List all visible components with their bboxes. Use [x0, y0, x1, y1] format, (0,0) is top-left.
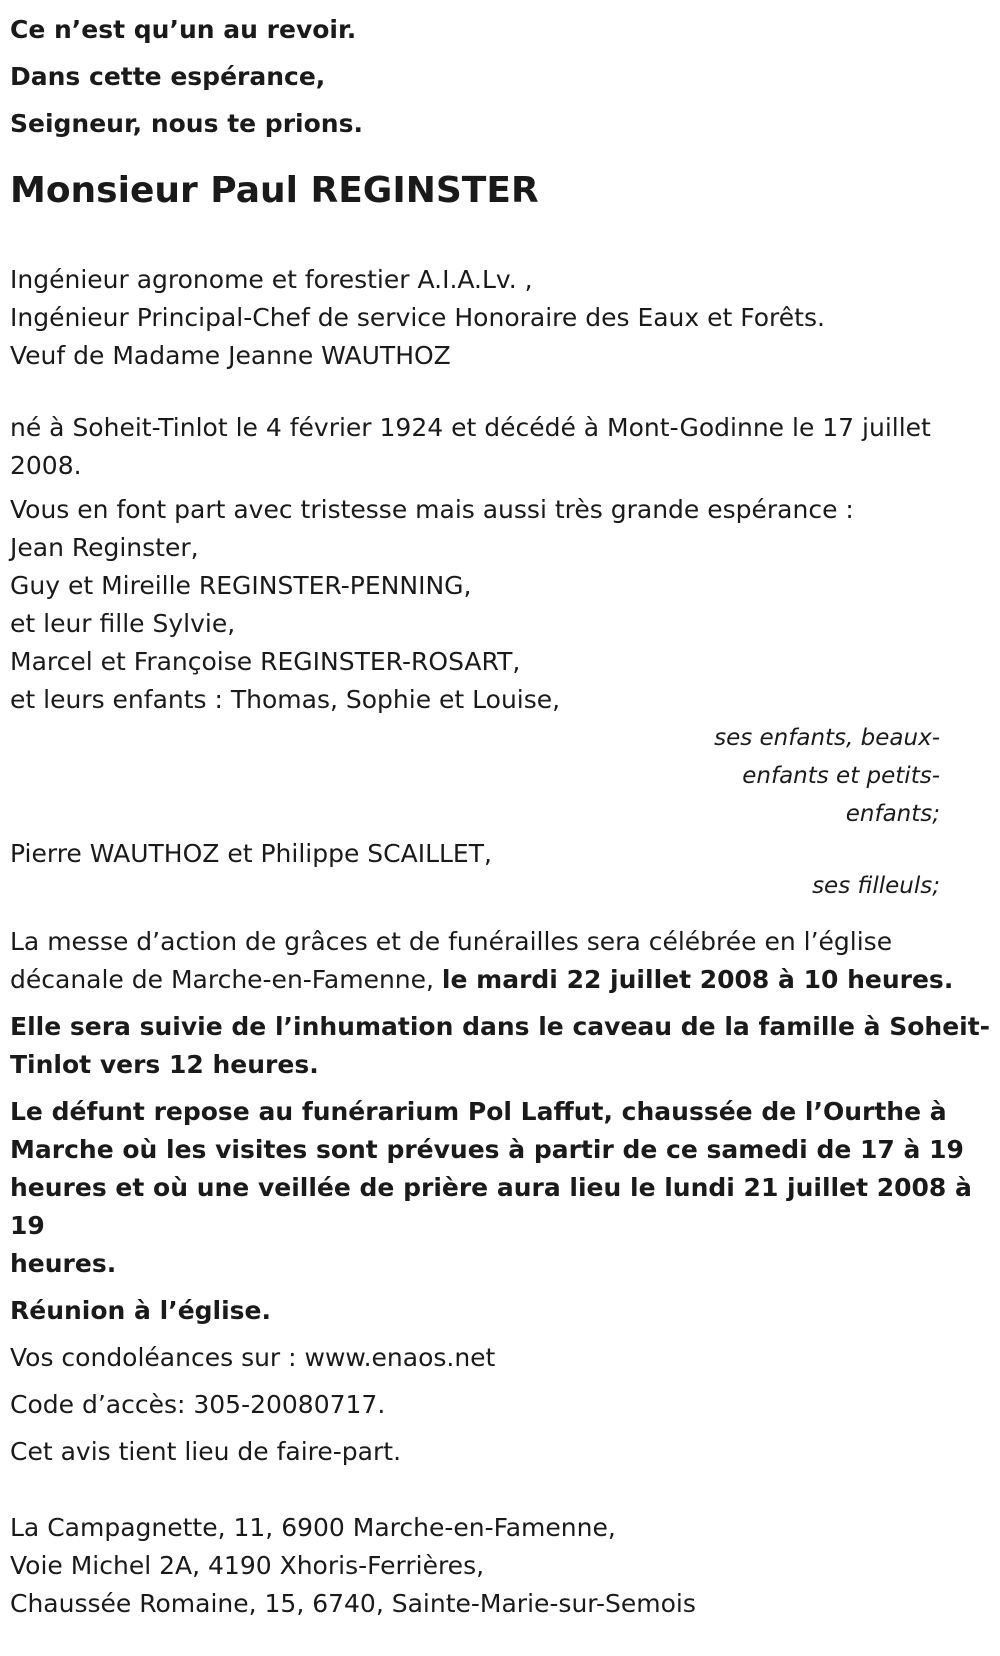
- mass-location: décanale de Marche-en-Famenne,: [10, 965, 442, 994]
- verse-line: Ce n’est qu’un au revoir.: [10, 15, 357, 44]
- birth-death-dates: [10, 409, 1000, 485]
- wake-paragraph: [10, 1093, 1000, 1283]
- family-role-note: [10, 719, 1000, 833]
- godchildren-names: Pierre WAUTHOZ et Philippe SCAILLET,: [10, 839, 492, 868]
- address-line: La Campagnette, 11, 6900 Marche-en-Famenne,: [10, 1513, 616, 1542]
- mass-line: La messe d’action de grâces et de funérailles sera célébrée en l’église: [10, 927, 893, 956]
- title-line: Veuf de Madame Jeanne WAUTHOZ: [10, 341, 451, 370]
- family-member: Marcel et Françoise REGINSTER-ROSART,: [10, 647, 521, 676]
- family-member: Guy et Mireille REGINSTER-PENNING,: [10, 571, 472, 600]
- family-role-line: ses enfants, beaux-: [714, 725, 940, 751]
- wake-line: heures.: [10, 1249, 117, 1278]
- meeting-note: Réunion à l’église.: [10, 1296, 272, 1325]
- condolences-link-text: Vos condoléances sur : www.enaos.net: [10, 1343, 496, 1372]
- mass-paragraph: [10, 923, 1000, 999]
- family-announcement: [10, 491, 1000, 719]
- funeral-details: [10, 923, 1000, 1471]
- family-addresses: [10, 1509, 1000, 1623]
- verse-line: Dans cette espérance,: [10, 62, 326, 91]
- burial-line: Tinlot vers 12 heures.: [10, 1050, 319, 1079]
- godchildren-role: ses filleuls;: [812, 873, 940, 899]
- family-member: et leur fille Sylvie,: [10, 609, 236, 638]
- wake-line: heures et où une veillée de prière aura lieu le lundi 21 juillet 2008 à 19: [10, 1173, 972, 1240]
- title-line: Ingénieur agronome et forestier A.I.A.Lv. ,: [10, 265, 533, 294]
- burial-paragraph: [10, 1008, 1000, 1084]
- deceased-name: Monsieur Paul REGINSTER: [10, 170, 539, 211]
- family-member: et leurs enfants : Thomas, Sophie et Louise,: [10, 685, 561, 714]
- family-role-line: enfants et petits-: [742, 763, 940, 789]
- faire-part-notice: Cet avis tient lieu de faire-part.: [10, 1437, 402, 1466]
- mass-date-time: le mardi 22 juillet 2008 à 10 heures.: [441, 965, 954, 994]
- dates-line: 2008.: [10, 451, 82, 480]
- burial-line: Elle sera suivie de l’inhumation dans le caveau de la famille à Soheit-: [10, 1012, 991, 1041]
- address-line: Chaussée Romaine, 15, 6740, Sainte-Marie-sur-Semois: [10, 1589, 696, 1618]
- wake-line: Marche où les visites sont prévues à partir de ce samedi de 17 à 19: [10, 1135, 964, 1164]
- announce-intro: Vous en font part avec tristesse mais aussi très grande espérance :: [10, 495, 854, 524]
- title-line: Ingénieur Principal-Chef de service Honoraire des Eaux et Forêts.: [10, 303, 825, 332]
- family-role-line: enfants;: [845, 801, 940, 827]
- dates-line: né à Soheit-Tinlot le 4 février 1924 et décédé à Mont-Godinne le 17 juillet: [10, 413, 931, 442]
- family-member: Jean Reginster,: [10, 533, 199, 562]
- deceased-titles: [10, 261, 1000, 375]
- opening-verse: [10, 0, 1000, 147]
- wake-line: Le défunt repose au funérarium Pol Laffut, chaussée de l’Ourthe à: [10, 1097, 947, 1126]
- verse-line: Seigneur, nous te prions.: [10, 109, 363, 138]
- address-line: Voie Michel 2A, 4190 Xhoris-Ferrières,: [10, 1551, 485, 1580]
- access-code: Code d’accès: 305-20080717.: [10, 1390, 386, 1419]
